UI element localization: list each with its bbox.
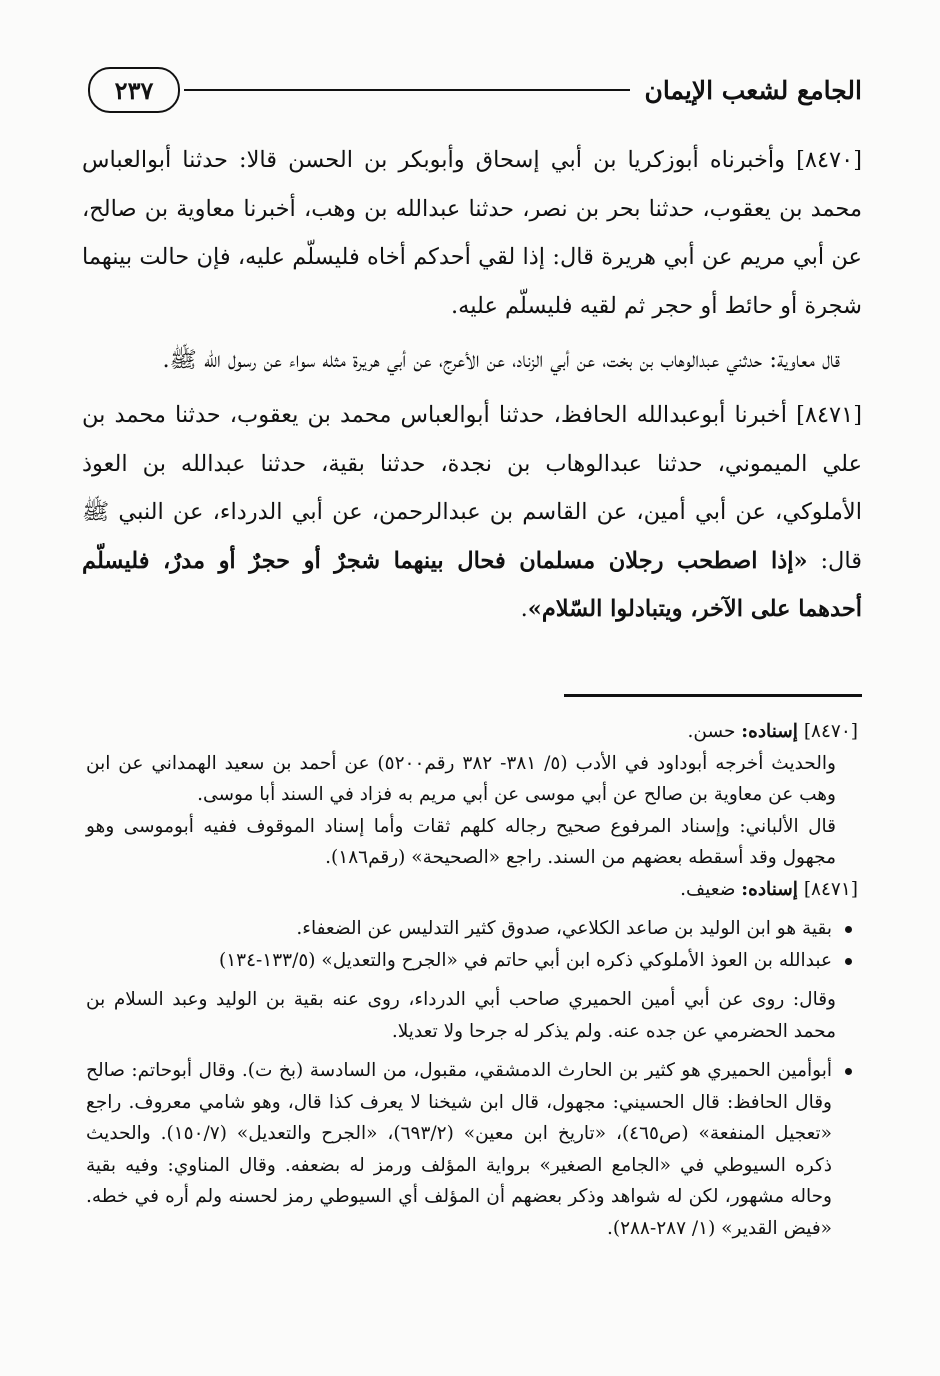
footnote-number: [٨٤٧١]	[803, 878, 858, 900]
footnote-number: [٨٤٧٠]	[803, 721, 858, 742]
page-number: ٢٣٧	[88, 67, 180, 113]
muawiya-paragraph	[82, 336, 862, 385]
list-item-text: بقية هو ابن الوليد بن صاعد الكلاعي، صدوق كثير التدليس عن الضعفاء.	[296, 918, 832, 939]
footnote-8470-albani: قال الألباني: وإسناد المرفوع صحيح رجاله كلهم ثقات وأما إسناد الموقوف ففيه أبوموسى وهو مجهول وقد أسقطه بعضهم من السند. راجع «الصحيحة» (رقم١٨٦).	[86, 815, 836, 868]
page-header	[88, 62, 862, 118]
footnote-8471-head	[86, 874, 858, 906]
header-rule	[184, 89, 630, 91]
list-item-text: أبوأمين الحميري هو كثير بن الحارث الدمشقي، مقبول، من السادسة (بخ ت). وقال أبوحاتم: صالح وقال الحافظ: قال الحسيني: مجهول، قال ابن شيخنا لا يعرف كذا قال، وهو شامي معروف. راجع «تعجيل المنفعة» (ص٤٦٥)، «تاريخ ابن معين» (٦٩٣/٢)، «الجرح والتعديل» (١٥٠/٧). والحديث ذكره السيوطي في «الجامع الصغير» برواية المؤلف ورمز له بضعفه. وقال المناوي: وفيه بقية وحاله مشهور، لكن له شواهد وذكر بعضهم أن المؤلف أي السيوطي رمز لحسنه ولم أره في خطه. «فيض القدير» (١/ ٢٨٧-٢٨٨).	[86, 1060, 832, 1239]
footnote-label: إسناده:	[741, 721, 798, 742]
running-title: الجامع لشعب الإيمان	[644, 75, 862, 105]
hadith-8470	[82, 136, 862, 330]
footnote-8471-list	[86, 913, 858, 976]
list-item	[86, 1055, 858, 1244]
hadith-number: [٨٤٧١]	[796, 401, 862, 428]
list-item-text: عبدالله بن العوذ الأملوكي ذكره ابن أبي حاتم في «الجرح والتعديل» (١٣٣/٥-١٣٤)	[219, 949, 832, 971]
hadith-number: [٨٤٧٠]	[796, 147, 863, 173]
footnote-grade: ضعيف.	[680, 878, 736, 900]
footnote-separator	[564, 694, 862, 697]
hadith-end: .	[520, 596, 528, 623]
footnote-8470-head	[86, 716, 858, 748]
footnote-8471-list-2	[86, 1055, 858, 1244]
hadith-text: أخبرنا أبوعبدالله الحافظ، حدثنا أبوالعباس محمد بن يعقوب، حدثنا محمد بن علي الميموني، حدثنا عبدالوهاب بن نجدة، حدثنا بقية، حدثنا عبدالله بن العوذ الأملوكي، عن أبي أمين، عن القاسم بن عبدالرحمن، عن أبي الدرداء، عن النبي ﷺ قال:	[82, 401, 862, 574]
hadith-8471	[82, 391, 862, 634]
footnote-8471-qal: وقال: روى عن أبي أمين الحميري صاحب أبي الدرداء، روى عنه بقية بن الوليد وعبد السلام بن محمد الحضرمي عن جده عنه. ولم يذكر له جرحا ولا تعديلا.	[86, 989, 836, 1042]
footnotes	[86, 716, 858, 1244]
hadith-matn: «إذا اصطحب رجلان مسلمان فحال بينهما شجرٌ أو حجرٌ أو مدرٌ، فليسلّم أحدهما على الآخر، ويتبادلوا السّلام»	[82, 547, 862, 623]
main-text	[82, 136, 862, 634]
spacer	[86, 976, 858, 984]
footnote-grade: حسن.	[687, 721, 736, 742]
bullet-icon	[845, 1068, 852, 1075]
bullet-icon	[845, 958, 852, 965]
muawiya-text: قال معاوية: حدثني عبدالوهاب بن بخت، عن أبي الزناد، عن الأعرج، عن أبي هريرة مثله سواء عن رسول الله ﷺ.	[162, 347, 840, 374]
bullet-icon	[845, 926, 852, 933]
footnote-8470-takhrij: والحديث أخرجه أبوداود في الأدب (٥/ ٣٨١- ٣٨٢ رقم٥٢٠٠) عن أحمد بن سعيد الهمداني عن ابن وهب عن معاوية بن صالح عن أبي موسى عن أبي مريم به فزاد في السند أبا موسى.	[86, 752, 836, 805]
hadith-text: وأخبرناه أبوزكريا بن أبي إسحاق وأبوبكر بن الحسن قالا: حدثنا أبوالعباس محمد بن يعقوب، حدثنا بحر بن نصر، حدثنا عبدالله بن وهب، أخبرنا معاوية بن صالح، عن أبي مريم عن أبي هريرة قال: إذا لقي أحدكم أخاه فليسلّم عليه، فإن حالت بينهما شجرة أو حائط أو حجر ثم لقيه فليسلّم عليه.	[82, 147, 862, 319]
list-item	[86, 913, 858, 945]
spacer	[86, 905, 858, 913]
footnote-label: إسناده:	[741, 878, 798, 900]
list-item	[86, 945, 858, 977]
spacer	[86, 1047, 858, 1055]
